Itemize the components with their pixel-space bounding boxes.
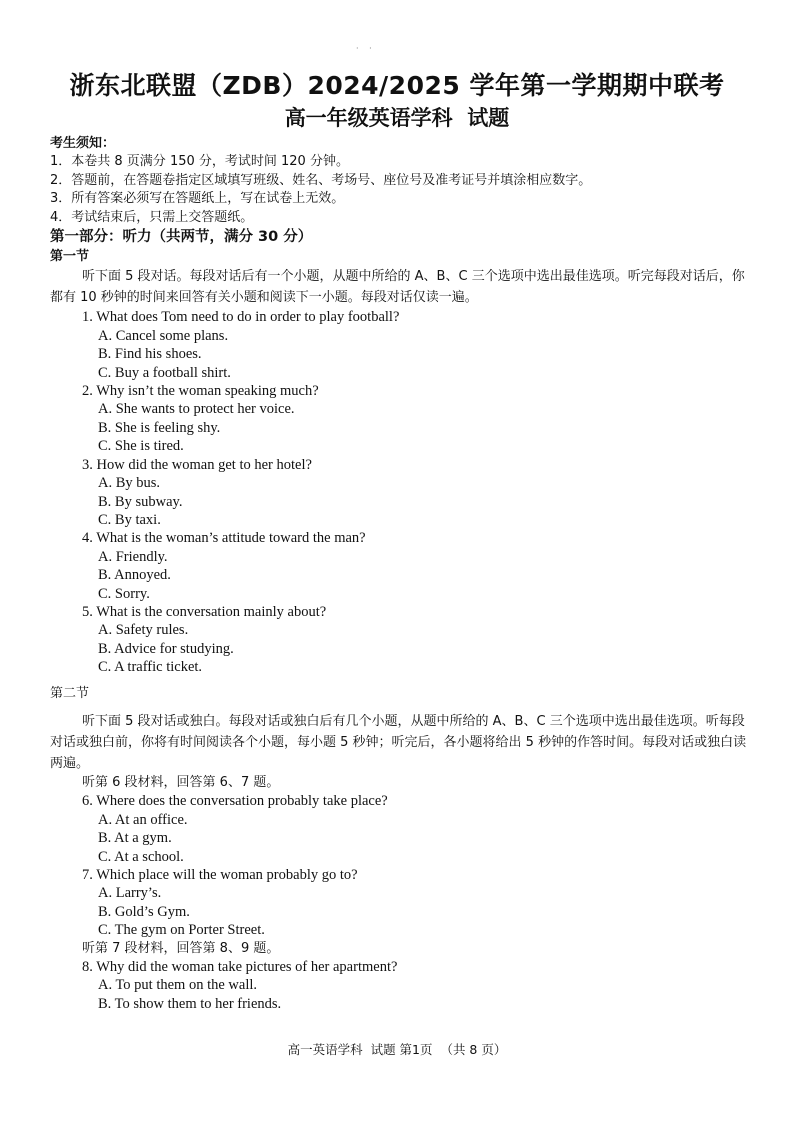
- option: B. She is feeling shy.: [98, 419, 221, 436]
- notice-item: 4．考试结束后，只需上交答题纸。: [50, 209, 254, 225]
- exam-body: [50, 135, 750, 1013]
- option: A. Larry’s.: [98, 885, 162, 902]
- question-6: 6. Where does the conversation probably take place?: [82, 793, 388, 810]
- option: C. The gym on Porter Street.: [98, 922, 265, 939]
- option: A. At an office.: [98, 811, 188, 828]
- scan-mark: · ·: [356, 44, 376, 53]
- part1-heading: 第一部分：听力（共两节，满分 30 分）: [50, 229, 313, 246]
- option: A. Safety rules.: [98, 622, 189, 639]
- exam-subtitle: 高一年级英语学科 试题: [284, 106, 510, 130]
- option: A. By bus.: [98, 475, 161, 492]
- option: B. By subway.: [98, 493, 183, 510]
- option: C. Sorry.: [98, 585, 150, 602]
- material-note: 听第 7 段材料，回答第 8、9 题。: [82, 940, 280, 956]
- notice-item: 2．答题前，在答题卷指定区域填写班级、姓名、考场号、座位号及准考证号并填涂相应数字。: [50, 172, 592, 188]
- question-7: 7. Which place will the woman probably go to?: [82, 867, 358, 883]
- option: A. Cancel some plans.: [98, 327, 229, 344]
- section1-instructions: 听下面 5 段对话。每段对话后有一个小题，从题中所给的 A、B、C 三个选项中选出最佳选项。听完每段对话后，你都有 10 秒钟的时间来回答有关小题和阅读下一小题。每段对话仅读一遍。: [50, 269, 745, 306]
- notice-item: 3．所有答案必须写在答题纸上，写在试卷上无效。: [50, 191, 345, 207]
- option: C. She is tired.: [98, 438, 184, 455]
- section2-instructions: 听下面 5 段对话或独白。每段对话或独白后有几个小题，从题中所给的 A、B、C 三个选项中选出最佳选项。听每段对话或独白前，你将有时间阅读各个小题，每小题 5 秒钟；听完后，各小题将给出 5 秒钟的作答时间。每段对话或独白读两遍。: [50, 713, 747, 771]
- option: B. To show them to her friends.: [98, 995, 282, 1012]
- question-5: 5. What is the conversation mainly about?: [82, 603, 327, 620]
- question-1: 1. What does Tom need to do in order to play football?: [82, 309, 400, 326]
- option: B. Advice for studying.: [98, 640, 234, 657]
- question-4: 4. What is the woman’s attitude toward the man?: [82, 530, 366, 547]
- option: C. A traffic ticket.: [98, 659, 203, 676]
- question-8: 8. Why did the woman take pictures of her apartment?: [82, 959, 398, 976]
- section1-heading: 第一节: [50, 249, 90, 265]
- option: B. Gold’s Gym.: [98, 903, 190, 920]
- option: B. Annoyed.: [98, 567, 171, 584]
- notice-heading: 考生须知：: [50, 136, 116, 151]
- option: B. At a gym.: [98, 830, 172, 847]
- page-footer: 高一英语学科 试题 第1页 （共 8 页）: [287, 1042, 507, 1057]
- option: C. By taxi.: [98, 511, 161, 528]
- section2-heading: 第二节: [50, 685, 90, 701]
- notice-item: 1．本卷共 8 页满分 150 分，考试时间 120 分钟。: [50, 154, 349, 170]
- option: C. Buy a football shirt.: [98, 364, 231, 381]
- question-3: 3. How did the woman get to her hotel?: [82, 456, 312, 473]
- option: A. To put them on the wall.: [98, 977, 258, 994]
- exam-title: 浙东北联盟（ZDB）2024/2025 学年第一学期期中联考: [69, 71, 725, 100]
- option: C. At a school.: [98, 848, 184, 865]
- question-2: 2. Why isn’t the woman speaking much?: [82, 383, 319, 400]
- option: A. Friendly.: [98, 548, 168, 565]
- option: A. She wants to protect her voice.: [98, 401, 295, 418]
- material-note: 听第 6 段材料，回答第 6、7 题。: [82, 774, 280, 790]
- option: B. Find his shoes.: [98, 346, 202, 363]
